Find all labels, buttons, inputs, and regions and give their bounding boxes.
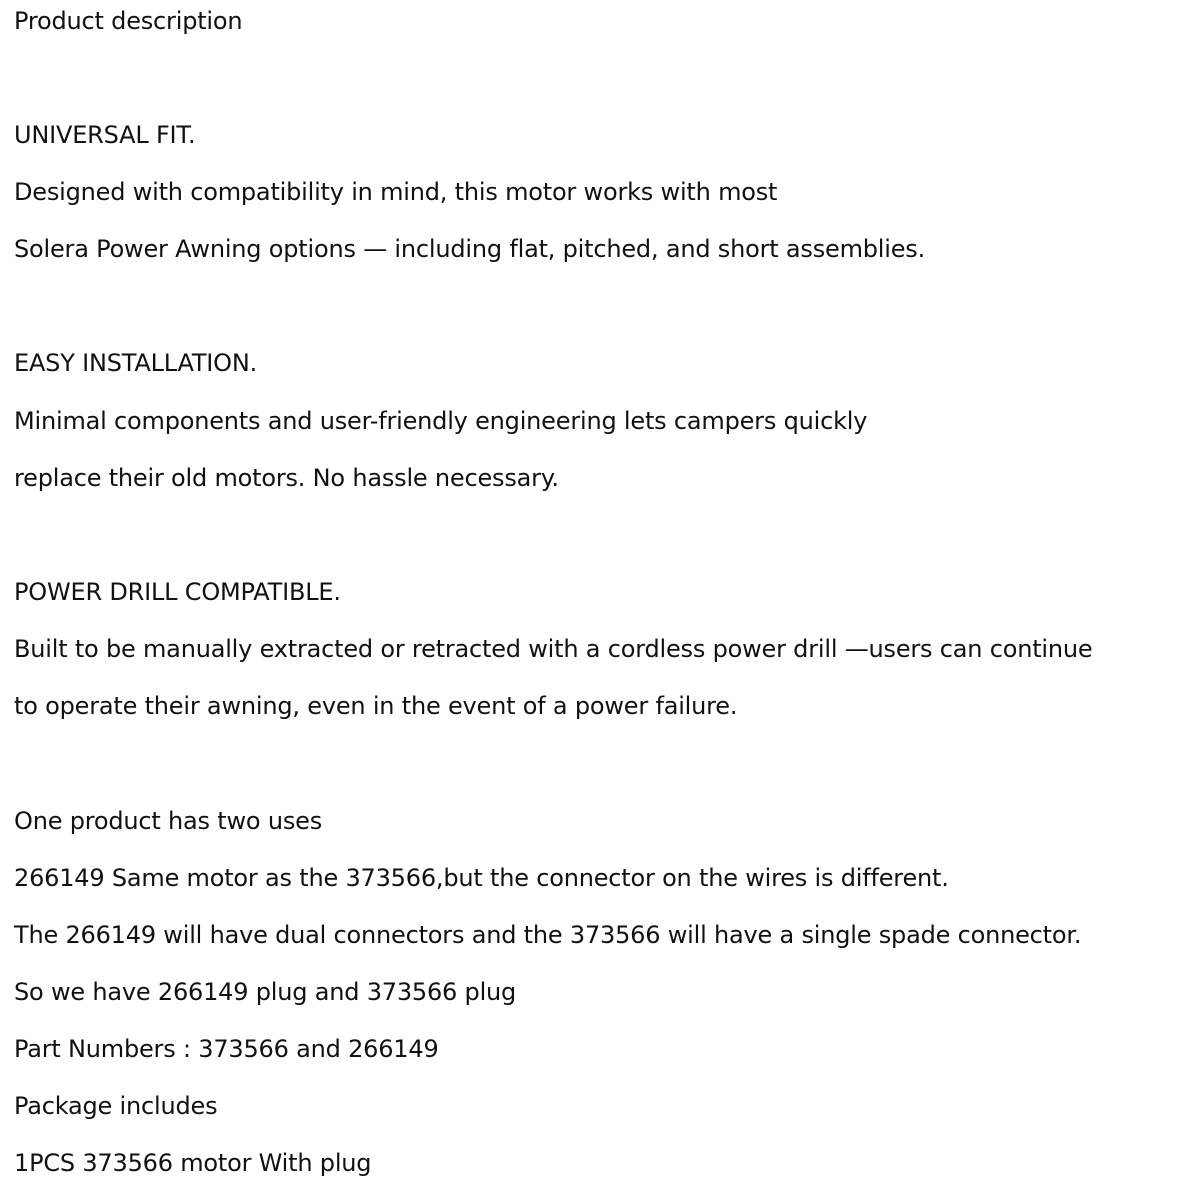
detail-line: One product has two uses	[14, 807, 323, 835]
document-title: Product description	[14, 7, 243, 35]
section-line: Solera Power Awning options — including flat, pitched, and short assemblies.	[14, 235, 926, 263]
section-line: replace their old motors. No hassle necessary.	[14, 464, 559, 492]
section-line: Minimal components and user-friendly engineering lets campers quickly	[14, 407, 868, 435]
section-line: Built to be manually extracted or retracted with a cordless power drill —users can continue	[14, 635, 1093, 663]
section-line: Designed with compatibility in mind, this motor works with most	[14, 178, 778, 206]
section-heading-easy-installation: EASY INSTALLATION.	[14, 349, 258, 377]
part-numbers-line: Part Numbers : 373566 and 266149	[14, 1035, 439, 1063]
detail-line: The 266149 will have dual connectors and the 373566 will have a single spade connector.	[14, 921, 1082, 949]
package-item-line: 1PCS 373566 motor With plug	[14, 1149, 372, 1177]
section-heading-universal-fit: UNIVERSAL FIT.	[14, 121, 196, 149]
section-line: to operate their awning, even in the event of a power failure.	[14, 692, 738, 720]
detail-line: So we have 266149 plug and 373566 plug	[14, 978, 517, 1006]
detail-line: 266149 Same motor as the 373566,but the connector on the wires is different.	[14, 864, 949, 892]
section-heading-power-drill-compatible: POWER DRILL COMPATIBLE.	[14, 578, 341, 606]
package-includes-heading: Package includes	[14, 1092, 218, 1120]
